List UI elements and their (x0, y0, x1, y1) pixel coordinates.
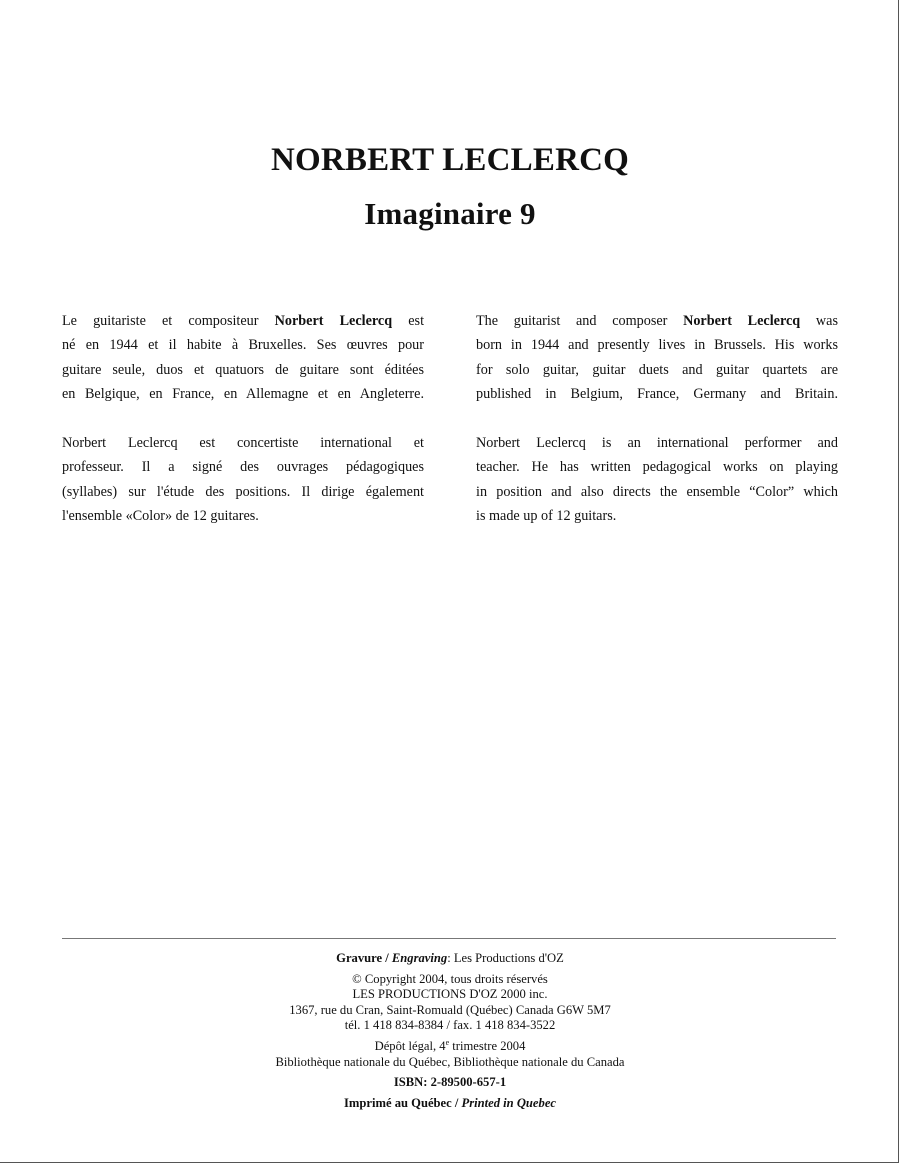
text-run: The guitarist and composer (476, 313, 684, 329)
printed-label-en: Printed in Quebec (461, 1095, 556, 1110)
text-run: Le guitariste et compositeur (62, 313, 275, 329)
text-run: trimestre 2004 (449, 1038, 526, 1053)
engraving-value: : Les Productions d'OZ (447, 951, 564, 965)
libraries-line: Bibliothèque nationale du Québec, Bibliothèque nationale du Canada (275, 1054, 625, 1069)
english-column (476, 309, 838, 553)
english-p1-line-2: born in 1944 and presently lives in Brussels. His works (476, 337, 838, 354)
english-p2-line-3: in position and also directs the ensemble “Color” which (476, 483, 838, 500)
french-p2-line-1: Norbert Leclercq est concertiste international et (62, 435, 424, 452)
french-p1-line-1 (62, 309, 424, 333)
engraving-label-en: Engraving (391, 951, 448, 965)
french-p1-line-4: en Belgique, en France, en Allemagne et en Angleterre. (62, 386, 424, 403)
publisher-line: LES PRODUCTIONS D'OZ 2000 inc. (352, 987, 548, 1002)
english-p1-line-4: published in Belgium, France, Germany and Britain. (476, 386, 838, 403)
french-p2-line-3: (syllabes) sur l'étude des positions. Il dirige également (62, 483, 424, 500)
english-paragraph-2 (476, 431, 838, 529)
french-paragraph-1 (62, 309, 424, 407)
composer-name: NORBERT LECLERCQ (270, 142, 630, 178)
french-paragraph-2 (62, 431, 424, 529)
engraving-line (0, 951, 900, 967)
english-p2-line-4: is made up of 12 guitars. (476, 508, 617, 525)
printed-line (0, 1096, 900, 1112)
address-line: 1367, rue du Cran, Saint-Romuald (Québec) Canada G6W 5M7 (289, 1002, 611, 1017)
composer-name-bold: Norbert Leclercq (683, 313, 801, 329)
french-column (62, 309, 424, 553)
isbn-text: ISBN: 2-89500-657-1 (393, 1075, 507, 1090)
isbn-line (0, 1075, 900, 1091)
work-title: Imaginaire 9 (364, 196, 536, 231)
ordinal-superscript: e (445, 1037, 450, 1047)
text-run: Dépôt légal, 4 (374, 1038, 446, 1053)
english-p1-line-3: for solo guitar, guitar duets and guitar quartets are (476, 361, 838, 378)
french-p2-line-2: professeur. Il a signé des ouvrages pédagogiques (62, 459, 424, 476)
phone-line: tél. 1 418 834-8384 / fax. 1 418 834-3522 (344, 1018, 556, 1033)
text-run: was (800, 313, 838, 329)
text-run: est (392, 313, 425, 329)
footer-divider (62, 938, 836, 939)
french-p1-line-3: guitare seule, duos et quatuors de guitare sont éditées (62, 361, 424, 378)
english-p2-line-2: teacher. He has written pedagogical works on playing (476, 459, 838, 476)
copyright-line: © Copyright 2004, tous droits réservés (352, 971, 548, 986)
printed-label-fr: Imprimé au Québec / (344, 1095, 462, 1110)
english-p1-line-1 (476, 309, 838, 333)
composer-name-bold: Norbert Leclercq (274, 313, 393, 329)
engraving-label-fr: Gravure / (336, 951, 392, 965)
french-p2-line-4: l'ensemble «Color» de 12 guitares. (62, 508, 259, 525)
english-p2-line-1: Norbert Leclercq is an international performer and (476, 435, 838, 452)
english-paragraph-1 (476, 309, 838, 407)
credits-block (0, 951, 900, 1111)
legal-deposit-line (0, 1039, 900, 1055)
french-p1-line-2: né en 1944 et il habite à Bruxelles. Ses œuvres pour (62, 337, 424, 354)
